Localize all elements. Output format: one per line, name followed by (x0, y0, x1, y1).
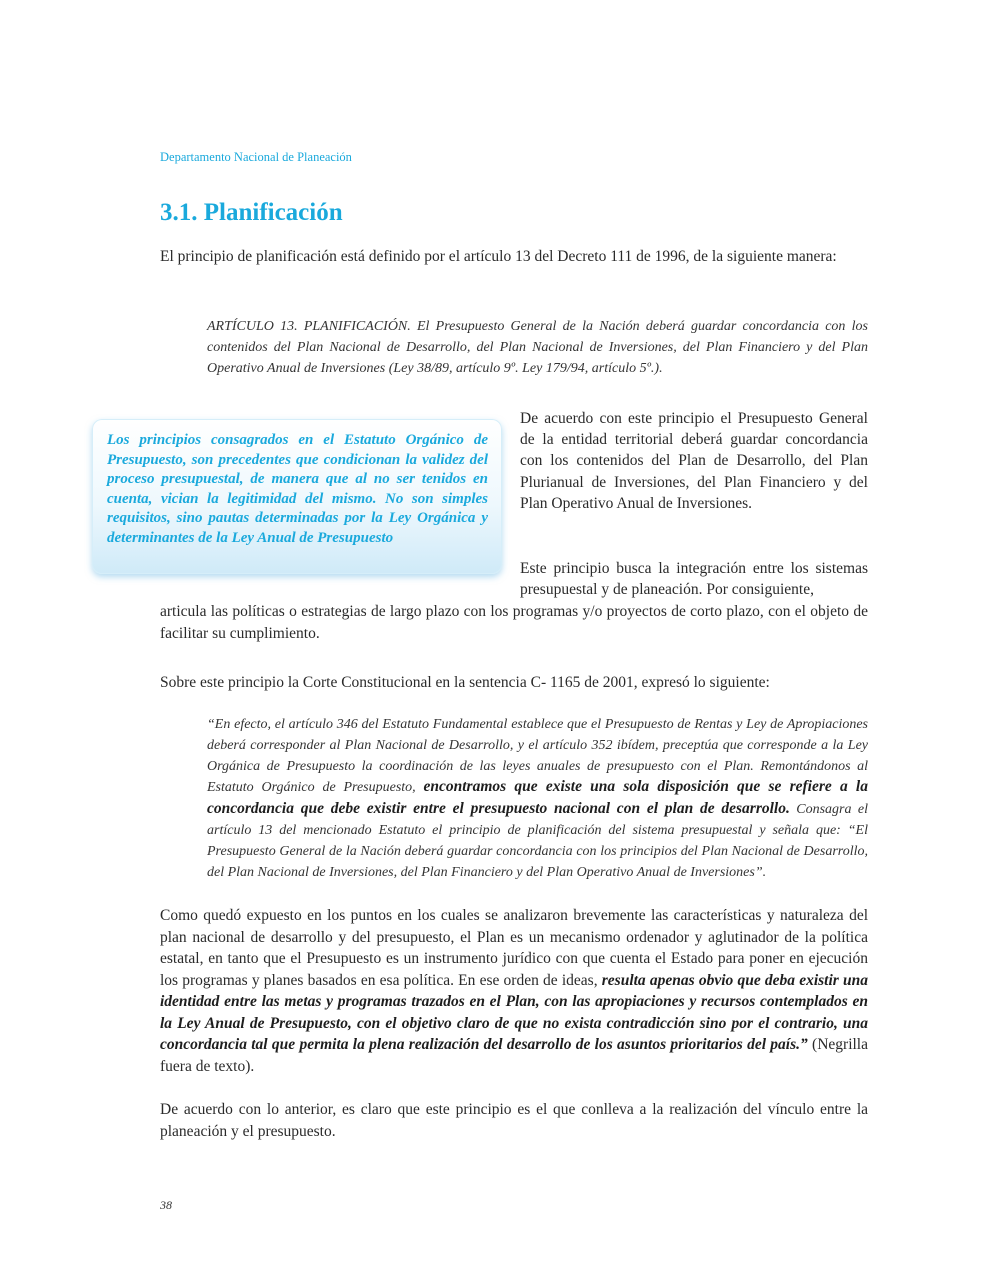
plan-paragraph-part2: (Negrilla fuera de texto). (160, 1036, 868, 1075)
corte-paragraph: Sobre este principio la Corte Constitucional en la sentencia C- 1165 de 2001, expresó lo siguiente: (160, 674, 770, 691)
plan-paragraph (160, 905, 868, 1077)
article-13-quote: ARTÍCULO 13. PLANIFICACIÓN. El Presupuesto General de la Nación deberá guardar concordancia con los contenidos del Plan Nacional de Desarrollo, del Plan Nacional de Inversiones, del Plan Financiero y del Plan Operativo Anual de Inversiones (Ley 38/89, artículo 9º. Ley 179/94, artículo 5º.). (207, 319, 868, 376)
court-quote (207, 715, 868, 883)
page-number: 38 (160, 1198, 172, 1212)
section-title: 3.1. Planificación (160, 199, 343, 226)
court-quote-bold: encontramos que existe una sola disposición que se refiere a la concordancia que debe existir entre el presupuesto nacional con el plan de desarrollo. (207, 778, 868, 818)
final-paragraph: De acuerdo con lo anterior, es claro que este principio es el que conlleva a la realización del vínculo entre la planeación y el presupuesto. (160, 1101, 868, 1140)
intro-paragraph: El principio de planificación está definido por el artículo 13 del Decreto 111 de 1996, de la siguiente manera: (160, 248, 837, 265)
side-paragraph: De acuerdo con este principio el Presupuesto General de la entidad territorial deberá guardar concordancia con los contenidos del Plan de Desarrollo, del Plan Plurianual de Inversiones, del Plan Financiero y del Plan Operativo Anual de Inversiones. (520, 410, 868, 512)
integration-paragraph-rest: articula las políticas o estrategias de largo plazo con los programas y/o proyectos de corto plazo, con el objeto de facilitar su cumplimiento. (160, 603, 868, 642)
running-header: Departamento Nacional de Planeación (160, 150, 352, 164)
callout-text: Los principios consagrados en el Estatuto Orgánico de Presupuesto, son precedentes que condicionan la validez del proceso presupuestal, de manera que al no ser tenidos en cuenta, vician la legitimidad del mismo. No son simples requisitos, sino pautas determinadas por la Ley Orgánica y determinantes de la Ley Anual de Presupuesto (107, 432, 488, 546)
court-quote-part2: Consagra el artículo 13 del mencionado Estatuto el principio de planificación del sistema presupuestal y señala que: “El Presupuesto General de la Nación deberá guardar concordancia con los principios del Plan Nacional de Desarrollo, del Plan Nacional de Inversiones, del Plan Financiero y del Plan Operativo Anual de Inversiones”. (207, 802, 868, 880)
integration-paragraph-start: Este principio busca la integración entre los sistemas presupuestal y de planeación. Por consiguiente, (520, 560, 868, 599)
court-quote-part1: “En efecto, el artículo 346 del Estatuto Fundamental establece que el Presupuesto de Rentas y Ley de Apropiaciones deberá corresponder al Plan Nacional de Desarrollo, y el artículo 352 ibídem, preceptúa que corresponde a la Ley Orgánica de Presupuesto la coordinación de las leyes anuales de presupuesto con el Plan. Remontándonos al Estatuto Orgánico de Presupuesto, (207, 717, 868, 796)
plan-paragraph-part1: Como quedó expuesto en los puntos en los cuales se analizaron brevemente las características y naturaleza del plan nacional de desarrollo y del presupuesto, el Plan es un mecanismo ordenador y aglutinador de la política estatal, en tanto que el Presupuesto es un instrumento jurídico con que cuenta el Estado para poner en ejecución los programas y planes basados en esa política. En ese orden de ideas, (160, 907, 868, 989)
plan-paragraph-bold: resulta apenas obvio que deba existir una identidad entre las metas y programas trazados en el Plan, con las apropiaciones y recursos contemplados en la Ley Anual de Presupuesto, con el objetivo claro de que no exista contradicción sino por el contrario, una concordancia tal que permita la plena realización del desarrollo de los asuntos prioritarios del país.” (160, 971, 868, 1053)
